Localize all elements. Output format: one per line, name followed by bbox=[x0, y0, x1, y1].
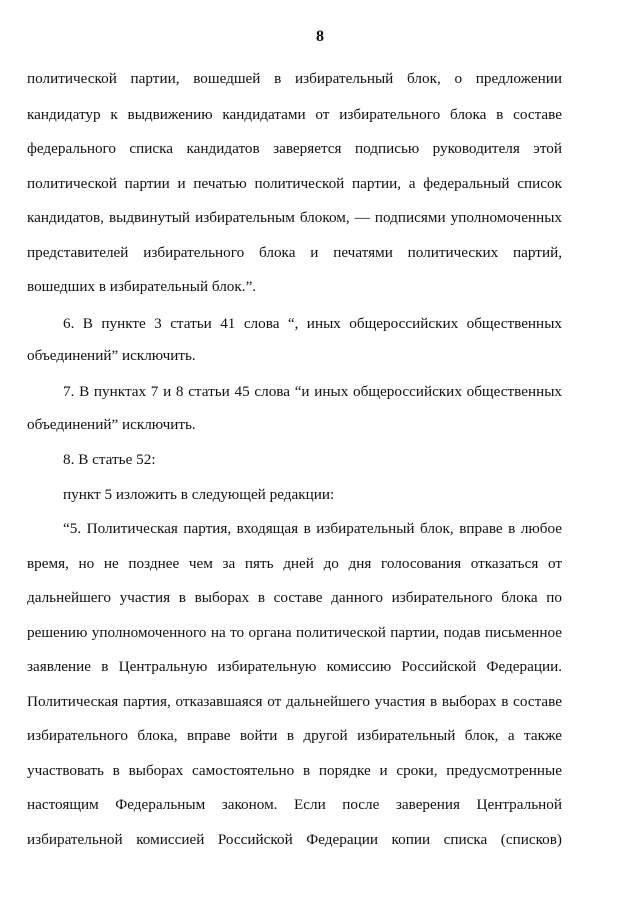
paragraph-8-intro: пункт 5 изложить в следующей редакции: bbox=[63, 486, 335, 503]
text-line: федерального списка кандидатов заверяется подписью руководителя этой bbox=[27, 140, 562, 157]
text-line: избирательной комиссией Российской Федерации копии списка (списков) bbox=[27, 831, 562, 848]
page-number: 8 bbox=[316, 28, 324, 45]
text-line: политической партии и печатью политической партии, а федеральный список bbox=[27, 175, 562, 192]
text-line: представителей избирательного блока и печатями политических партий, bbox=[27, 244, 562, 261]
text-line: кандидатур к выдвижению кандидатами от избирательного блока в составе bbox=[27, 106, 562, 123]
text-line: Политическая партия, отказавшаяся от дальнейшего участия в выборах в составе bbox=[27, 693, 562, 710]
text-line: настоящим Федеральным законом. Если после заверения Центральной bbox=[27, 796, 562, 813]
text-line: время, но не позднее чем за пять дней до дня голосования отказаться от bbox=[27, 555, 562, 572]
paragraph-7-line-2: объединений” исключить. bbox=[27, 416, 196, 433]
paragraph-6-line-2: объединений” исключить. bbox=[27, 347, 196, 364]
text-line: политической партии, вошедшей в избирательный блок, о предложении bbox=[27, 70, 562, 87]
text-line: избирательного блока, вправе войти в другой избирательный блок, а также bbox=[27, 727, 562, 744]
text-line: кандидатов, выдвинутый избирательным блоком, — подписями уполномоченных bbox=[27, 209, 562, 226]
text-line: заявление в Центральную избирательную комиссию Российской Федерации. bbox=[27, 658, 562, 675]
text-line: дальнейшего участия в выборах в составе данного избирательного блока по bbox=[27, 589, 562, 606]
paragraph-6-line-1: 6. В пункте 3 статьи 41 слова “, иных общероссийских общественных bbox=[63, 315, 562, 332]
paragraph-8-heading: 8. В статье 52: bbox=[63, 451, 156, 468]
text-line: вошедших в избирательный блок.”. bbox=[27, 278, 257, 295]
text-line: участвовать в выборах самостоятельно в порядке и сроки, предусмотренные bbox=[27, 762, 562, 779]
paragraph-7-line-1: 7. В пунктах 7 и 8 статьи 45 слова “и иных общероссийских общественных bbox=[63, 383, 562, 400]
text-line: решению уполномоченного на то органа политической партии, подав письменное bbox=[27, 624, 562, 641]
text-line: “5. Политическая партия, входящая в избирательный блок, вправе в любое bbox=[63, 520, 562, 537]
